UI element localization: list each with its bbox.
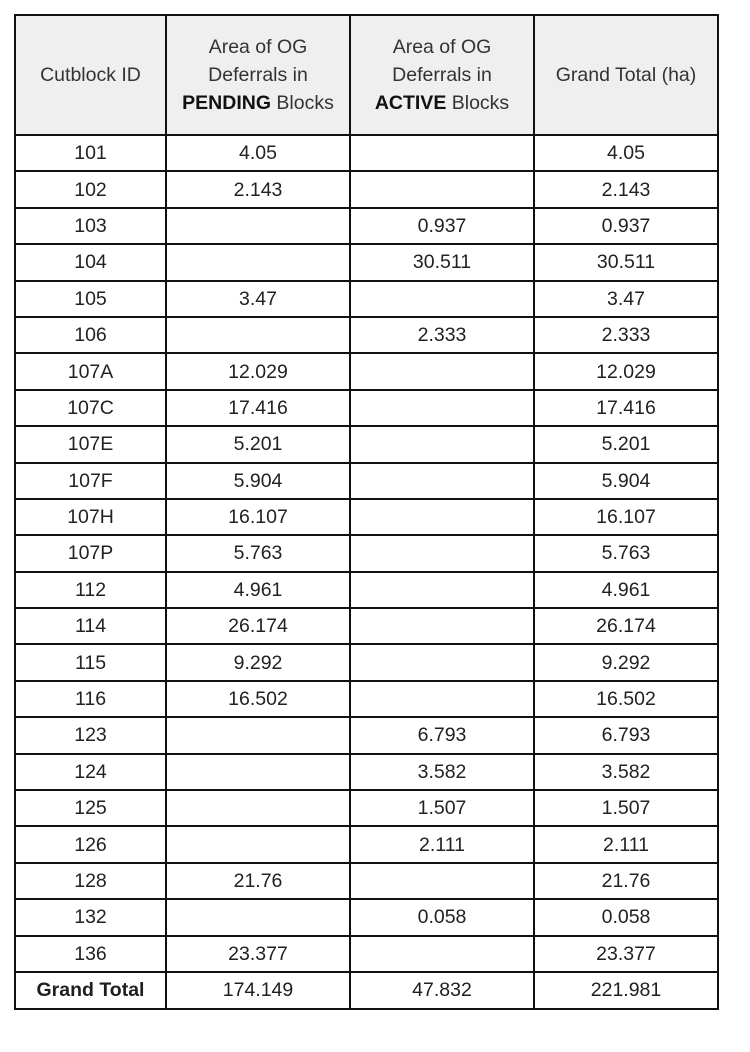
cell-pending-area: 5.201	[166, 426, 350, 462]
cell-pending-area: 26.174	[166, 608, 350, 644]
cell-grand-total: 4.961	[534, 572, 718, 608]
cell-pending-area	[166, 754, 350, 790]
header-active-keyword: ACTIVE	[374, 92, 447, 114]
table-row	[15, 754, 718, 790]
cell-active-area	[350, 499, 534, 535]
header-pending-area	[166, 15, 350, 135]
cell-cutblock-id: 107P	[15, 535, 166, 571]
header-cutblock-id: Cutblock ID	[15, 15, 166, 135]
cell-pending-area: 4.961	[166, 572, 350, 608]
cell-active-area	[350, 426, 534, 462]
grand-total-pending: 174.149	[166, 972, 350, 1009]
cell-pending-area: 5.904	[166, 463, 350, 499]
cell-grand-total: 2.111	[534, 826, 718, 862]
cell-active-area: 1.507	[350, 790, 534, 826]
grand-total-sum: 221.981	[534, 972, 718, 1009]
table-body	[15, 135, 718, 972]
cell-pending-area: 4.05	[166, 135, 350, 171]
table-row	[15, 899, 718, 935]
cell-grand-total: 0.058	[534, 899, 718, 935]
header-active-line1: Area of OG	[392, 36, 492, 58]
cell-active-area	[350, 535, 534, 571]
cell-grand-total: 30.511	[534, 244, 718, 280]
cell-grand-total: 0.937	[534, 208, 718, 244]
cell-grand-total: 23.377	[534, 936, 718, 972]
table-row	[15, 463, 718, 499]
cell-cutblock-id: 104	[15, 244, 166, 280]
cell-cutblock-id: 102	[15, 171, 166, 207]
cell-cutblock-id: 107H	[15, 499, 166, 535]
cell-pending-area: 23.377	[166, 936, 350, 972]
cell-cutblock-id: 126	[15, 826, 166, 862]
cell-active-area	[350, 863, 534, 899]
header-active-line2: Deferrals in	[392, 64, 492, 86]
cell-pending-area	[166, 899, 350, 935]
header-grand-total: Grand Total (ha)	[534, 15, 718, 135]
cell-cutblock-id: 106	[15, 317, 166, 353]
table-row	[15, 535, 718, 571]
cell-pending-area: 2.143	[166, 171, 350, 207]
cell-active-area	[350, 936, 534, 972]
cell-active-area	[350, 572, 534, 608]
cell-active-area	[350, 681, 534, 717]
cell-pending-area: 17.416	[166, 390, 350, 426]
cell-cutblock-id: 107F	[15, 463, 166, 499]
cell-cutblock-id: 107C	[15, 390, 166, 426]
cell-active-area: 2.333	[350, 317, 534, 353]
cell-cutblock-id: 107A	[15, 353, 166, 389]
cell-active-area	[350, 463, 534, 499]
cell-grand-total: 5.763	[534, 535, 718, 571]
cell-cutblock-id: 115	[15, 644, 166, 680]
table-row	[15, 717, 718, 753]
header-pending-line2: Deferrals in	[208, 64, 308, 86]
cell-pending-area: 21.76	[166, 863, 350, 899]
cell-grand-total: 5.904	[534, 463, 718, 499]
cell-pending-area: 3.47	[166, 281, 350, 317]
cell-pending-area	[166, 317, 350, 353]
header-active-tail: Blocks	[446, 92, 510, 114]
og-deferrals-table	[14, 14, 719, 1010]
cell-grand-total: 4.05	[534, 135, 718, 171]
header-pending-line1: Area of OG	[208, 36, 308, 58]
cell-cutblock-id: 132	[15, 899, 166, 935]
table-row	[15, 499, 718, 535]
cell-cutblock-id: 125	[15, 790, 166, 826]
cell-grand-total: 17.416	[534, 390, 718, 426]
cell-grand-total: 16.502	[534, 681, 718, 717]
grand-total-label: Grand Total	[15, 972, 166, 1009]
cell-pending-area: 5.763	[166, 535, 350, 571]
cell-pending-area: 16.107	[166, 499, 350, 535]
cell-grand-total: 9.292	[534, 644, 718, 680]
cell-cutblock-id: 114	[15, 608, 166, 644]
table-row	[15, 135, 718, 171]
table-row	[15, 171, 718, 207]
cell-pending-area	[166, 717, 350, 753]
table-row	[15, 281, 718, 317]
cell-active-area: 0.058	[350, 899, 534, 935]
table-row	[15, 608, 718, 644]
cell-active-area	[350, 353, 534, 389]
cell-active-area: 0.937	[350, 208, 534, 244]
cell-grand-total: 26.174	[534, 608, 718, 644]
cell-active-area: 3.582	[350, 754, 534, 790]
cell-grand-total: 3.47	[534, 281, 718, 317]
cell-active-area	[350, 281, 534, 317]
cell-cutblock-id: 112	[15, 572, 166, 608]
cell-cutblock-id: 128	[15, 863, 166, 899]
cell-pending-area: 12.029	[166, 353, 350, 389]
cell-pending-area	[166, 826, 350, 862]
header-pending-keyword: PENDING	[182, 92, 271, 114]
table-row	[15, 244, 718, 280]
table-row	[15, 826, 718, 862]
cell-active-area: 30.511	[350, 244, 534, 280]
table-row	[15, 208, 718, 244]
cell-active-area: 6.793	[350, 717, 534, 753]
table-row	[15, 936, 718, 972]
cell-cutblock-id: 124	[15, 754, 166, 790]
cell-cutblock-id: 116	[15, 681, 166, 717]
cell-pending-area	[166, 790, 350, 826]
table-row	[15, 644, 718, 680]
cell-cutblock-id: 123	[15, 717, 166, 753]
cell-cutblock-id: 136	[15, 936, 166, 972]
cell-active-area: 2.111	[350, 826, 534, 862]
table-row	[15, 353, 718, 389]
cell-grand-total: 2.333	[534, 317, 718, 353]
cell-pending-area	[166, 244, 350, 280]
cell-cutblock-id: 101	[15, 135, 166, 171]
cell-grand-total: 5.201	[534, 426, 718, 462]
cell-grand-total: 12.029	[534, 353, 718, 389]
grand-total-row	[15, 972, 718, 1009]
cell-active-area	[350, 390, 534, 426]
table-row	[15, 572, 718, 608]
cell-pending-area: 9.292	[166, 644, 350, 680]
data-table-container	[14, 14, 717, 1010]
cell-active-area	[350, 135, 534, 171]
cell-active-area	[350, 171, 534, 207]
cell-grand-total: 6.793	[534, 717, 718, 753]
table-row	[15, 681, 718, 717]
cell-active-area	[350, 608, 534, 644]
cell-pending-area: 16.502	[166, 681, 350, 717]
header-active-area	[350, 15, 534, 135]
table-row	[15, 790, 718, 826]
cell-grand-total: 21.76	[534, 863, 718, 899]
cell-grand-total: 2.143	[534, 171, 718, 207]
cell-pending-area	[166, 208, 350, 244]
table-row	[15, 317, 718, 353]
cell-active-area	[350, 644, 534, 680]
header-row	[15, 15, 718, 135]
table-row	[15, 863, 718, 899]
header-pending-tail: Blocks	[271, 92, 334, 114]
cell-cutblock-id: 105	[15, 281, 166, 317]
cell-grand-total: 1.507	[534, 790, 718, 826]
grand-total-active: 47.832	[350, 972, 534, 1009]
cell-grand-total: 16.107	[534, 499, 718, 535]
cell-grand-total: 3.582	[534, 754, 718, 790]
table-row	[15, 426, 718, 462]
cell-cutblock-id: 103	[15, 208, 166, 244]
cell-cutblock-id: 107E	[15, 426, 166, 462]
table-row	[15, 390, 718, 426]
